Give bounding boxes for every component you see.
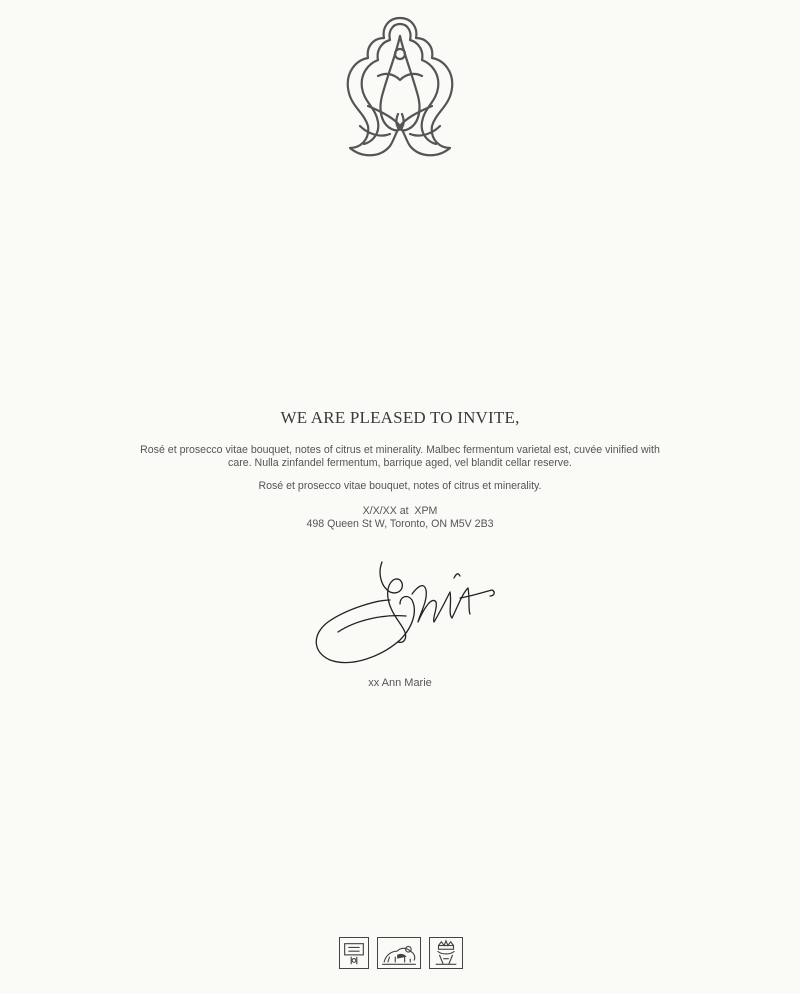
signer-name: xx Ann Marie [368,677,432,689]
invitation-paragraph-2: Rosé et prosecco vitae bouquet, notes of citrus et minerality. [258,480,542,492]
award-badge-icon [339,937,369,969]
crown-crest-badge-icon [429,937,463,969]
handwritten-signature [308,556,504,672]
paragraph-1-text: Rosé et prosecco vitae bouquet, notes of citrus et minerality. Malbec fermentum varietal est, cuvée vinified with care. Nulla zinfandel fermentum, barrique aged, vel blandit cellar reserve. [140,444,660,469]
invitation-body [0,408,800,531]
lion-crest-badge-icon [377,937,421,969]
invitation-heading: WE ARE PLEASED TO INVITE, [280,408,520,427]
event-date-time: X/X/XX at XPM [362,505,438,517]
award-badges [339,937,463,969]
event-address: 498 Queen St W, Toronto, ON M5V 2B3 [306,518,494,530]
monogram-logo-icon [338,14,462,164]
invitation-paragraph-1 [140,444,660,470]
event-details [0,505,800,531]
